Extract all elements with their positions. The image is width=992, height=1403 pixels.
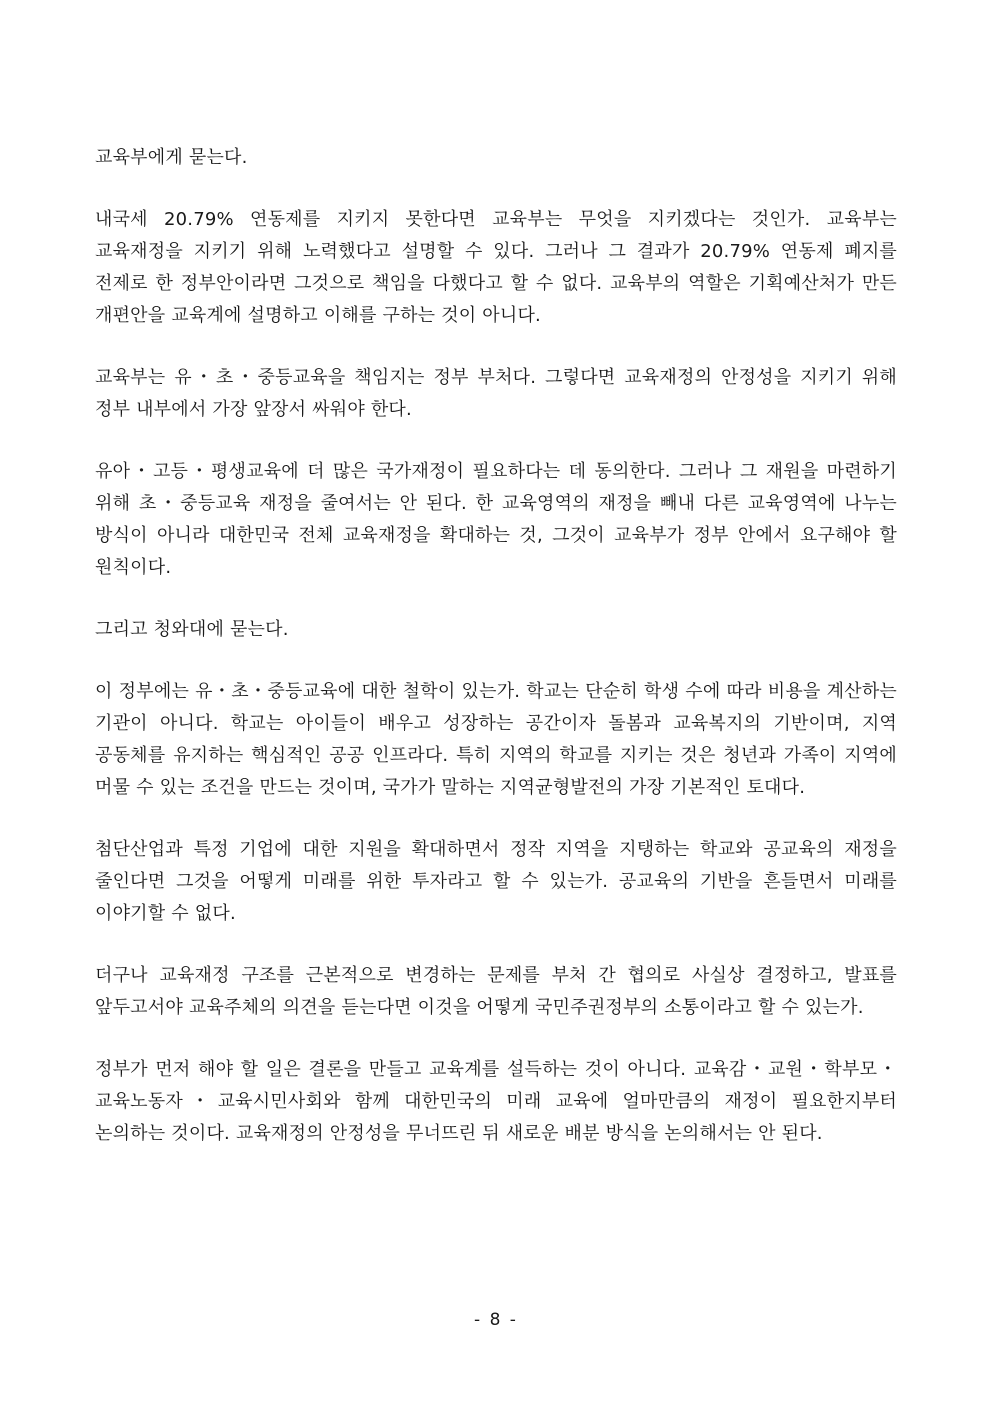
paragraph: 정부가 먼저 해야 할 일은 결론을 만들고 교육계를 설득하는 것이 아니다. 교육감・교원・학부모・교육노동자・교육시민사회와 함께 대한민국의 미래 교육에 얼마만큼의 재정이 필요한지부터 논의하는 것이다. 교육재정의 안정성을 무너뜨린 뒤 새로운 배분 방식을 논의해서는 안 된다. [95,1059,897,1144]
document-body [95,142,897,1180]
page-number: - 8 - [474,1310,518,1330]
paragraph: 더구나 교육재정 구조를 근본적으로 변경하는 문제를 부처 간 협의로 사실상 결정하고, 발표를 앞두고서야 교육주체의 의견을 듣는다면 이것을 어떻게 국민주권정부의 소통이라고 할 수 있는가. [95,965,897,1018]
paragraph: 유아・고등・평생교육에 더 많은 국가재정이 필요하다는 데 동의한다. 그러나 그 재원을 마련하기 위해 초・중등교육 재정을 줄여서는 안 된다. 한 교육영역의 재정을 빼내 다른 교육영역에 나누는 방식이 아니라 대한민국 전체 교육재정을 확대하는 것, 그것이 교육부가 정부 안에서 요구해야 할 원칙이다. [95,461,897,578]
paragraph-heading-blue-house: 그리고 청와대에 묻는다. [95,619,289,640]
paragraph: 내국세 20.79% 연동제를 지키지 못한다면 교육부는 무엇을 지키겠다는 것인가. 교육부는 교육재정을 지키기 위해 노력했다고 설명할 수 있다. 그러나 그 결과가 20.79% 연동제 폐지를 전제로 한 정부안이라면 그것으로 책임을 다했다고 할 수 없다. 교육부의 역할은 기획예산처가 만든 개편안을 교육계에 설명하고 이해를 구하는 것이 아니다. [95,209,897,326]
paragraph: 교육부는 유・초・중등교육을 책임지는 정부 부처다. 그렇다면 교육재정의 안정성을 지키기 위해 정부 내부에서 가장 앞장서 싸워야 한다. [95,367,897,420]
paragraph: 이 정부에는 유・초・중등교육에 대한 철학이 있는가. 학교는 단순히 학생 수에 따라 비용을 계산하는 기관이 아니다. 학교는 아이들이 배우고 성장하는 공간이자 돌봄과 교육복지의 기반이며, 지역 공동체를 유지하는 핵심적인 공공 인프라다. 특히 지역의 학교를 지키는 것은 청년과 가족이 지역에 머물 수 있는 조건을 만드는 것이며, 국가가 말하는 지역균형발전의 가장 기본적인 토대다. [95,681,897,798]
paragraph: 첨단산업과 특정 기업에 대한 지원을 확대하면서 정작 지역을 지탱하는 학교와 공교육의 재정을 줄인다면 그것을 어떻게 미래를 위한 투자라고 할 수 있는가. 공교육의 기반을 흔들면서 미래를 이야기할 수 없다. [95,839,897,924]
paragraph-heading-education-ministry: 교육부에게 묻는다. [95,147,248,168]
